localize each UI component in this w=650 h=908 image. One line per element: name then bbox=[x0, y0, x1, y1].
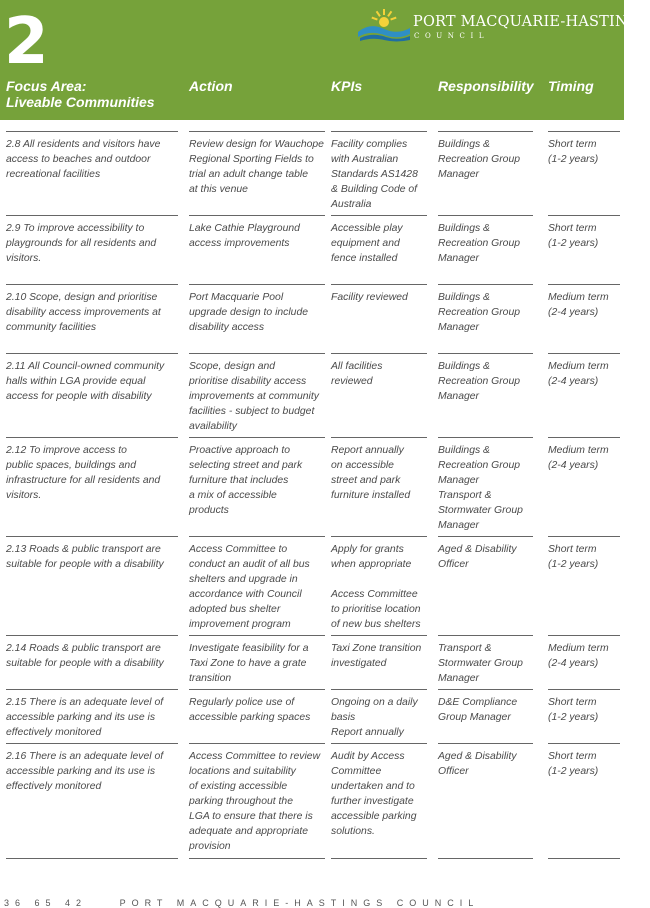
cell-focus bbox=[6, 290, 178, 335]
row-divider bbox=[331, 536, 427, 537]
cell-line: Recreation Group bbox=[438, 460, 521, 471]
cell-line: access for people with disability bbox=[6, 391, 152, 402]
cell-line: disability access improvements at bbox=[6, 307, 161, 318]
cell-line: (1-2 years) bbox=[548, 766, 599, 777]
cell-line: Facility complies bbox=[331, 139, 408, 150]
cell-timing bbox=[548, 695, 620, 725]
cell-line: Buildings & bbox=[438, 445, 490, 456]
cell-line: Ongoing on a daily bbox=[331, 697, 418, 708]
cell-line: accessible parking bbox=[331, 811, 417, 822]
cell-responsibility bbox=[438, 290, 533, 335]
row-divider bbox=[548, 353, 620, 354]
cell-focus bbox=[6, 443, 178, 503]
cell-line: improvement program bbox=[189, 619, 291, 630]
cell-line: shelters and upgrade in bbox=[189, 574, 298, 585]
cell-line: (2-4 years) bbox=[548, 307, 599, 318]
cell-action bbox=[189, 542, 325, 632]
cell-timing bbox=[548, 290, 620, 320]
cell-line: with Australian bbox=[331, 154, 399, 165]
cell-line: Manager bbox=[438, 169, 480, 180]
cell-line: infrastructure for all residents and bbox=[6, 475, 161, 486]
row-divider bbox=[438, 131, 533, 132]
cell-action bbox=[189, 221, 325, 251]
cell-line: visitors. bbox=[6, 490, 42, 501]
row-divider bbox=[438, 353, 533, 354]
row-divider bbox=[331, 215, 427, 216]
cell-line: reviewed bbox=[331, 376, 373, 387]
cell-line: Taxi Zone to have a grate bbox=[189, 658, 307, 669]
cell-focus bbox=[6, 137, 178, 182]
cell-line: selecting street and park bbox=[189, 460, 303, 471]
row-divider bbox=[6, 743, 178, 744]
cell-line: Committee bbox=[331, 766, 382, 777]
cell-line: Medium term bbox=[548, 643, 609, 654]
row-divider bbox=[189, 536, 325, 537]
cell-line: of existing accessible bbox=[189, 781, 288, 792]
cell-line: furniture that includes bbox=[189, 475, 289, 486]
cell-line: undertaken and to bbox=[331, 781, 415, 792]
logo-sub: COUNCIL bbox=[414, 32, 490, 40]
cell-focus bbox=[6, 221, 178, 266]
cell-focus bbox=[6, 359, 178, 404]
table-bottom-rule bbox=[438, 858, 533, 859]
cell-action bbox=[189, 641, 325, 686]
cell-line: at this venue bbox=[189, 184, 248, 195]
cell-line: 2.10 Scope, design and prioritise bbox=[6, 292, 158, 303]
column-header-focus-line1: Focus Area: bbox=[6, 78, 87, 94]
row-divider bbox=[438, 215, 533, 216]
cell-action bbox=[189, 290, 325, 335]
sunrise-logo-icon bbox=[356, 8, 412, 42]
cell-line: Recreation Group bbox=[438, 154, 521, 165]
cell-focus bbox=[6, 542, 178, 572]
footer-org-name: PORT MACQUARIE-HASTINGS COUNCIL bbox=[119, 898, 480, 908]
cell-action bbox=[189, 695, 325, 725]
cell-line: D&E Compliance bbox=[438, 697, 518, 708]
cell-responsibility bbox=[438, 749, 533, 779]
cell-line: accessible parking spaces bbox=[189, 712, 311, 723]
cell-timing bbox=[548, 641, 620, 671]
row-divider bbox=[548, 635, 620, 636]
cell-line: Manager bbox=[438, 322, 480, 333]
row-divider bbox=[6, 689, 178, 690]
cell-kpis bbox=[331, 695, 427, 740]
row-divider bbox=[548, 284, 620, 285]
cell-line: Medium term bbox=[548, 361, 609, 372]
cell-line: Proactive approach to bbox=[189, 445, 291, 456]
cell-line: Short term bbox=[548, 751, 597, 762]
row-divider bbox=[6, 536, 178, 537]
cell-timing bbox=[548, 359, 620, 389]
cell-line: playgrounds for all residents and bbox=[6, 238, 157, 249]
cell-line: further investigate bbox=[331, 796, 414, 807]
cell-line: Aged & Disability bbox=[438, 544, 517, 555]
cell-line: Access Committee to review bbox=[189, 751, 321, 762]
cell-line: Port Macquarie Pool bbox=[189, 292, 284, 303]
cell-line: transition bbox=[189, 673, 232, 684]
cell-line: Stormwater Group bbox=[438, 658, 523, 669]
row-divider bbox=[548, 536, 620, 537]
cell-line: public spaces, buildings and bbox=[6, 460, 136, 471]
cell-line: conduct an audit of all bus bbox=[189, 559, 310, 570]
cell-kpis bbox=[331, 443, 427, 503]
row-divider bbox=[438, 437, 533, 438]
cell-line: access to beaches and outdoor bbox=[6, 154, 151, 165]
row-divider bbox=[331, 689, 427, 690]
cell-responsibility bbox=[438, 221, 533, 266]
cell-line: (1-2 years) bbox=[548, 238, 599, 249]
cell-line: suitable for people with a disability bbox=[6, 559, 164, 570]
cell-responsibility bbox=[438, 443, 533, 533]
cell-line: Officer bbox=[438, 766, 469, 777]
cell-line: Regional Sporting Fields to bbox=[189, 154, 314, 165]
cell-line: LGA to ensure that there is bbox=[189, 811, 313, 822]
column-header-timing: Timing bbox=[548, 78, 594, 94]
cell-line: Australia bbox=[331, 199, 372, 210]
cell-line: Group Manager bbox=[438, 712, 511, 723]
cell-line: provision bbox=[189, 841, 231, 852]
cell-kpis bbox=[331, 137, 427, 212]
cell-line: Recreation Group bbox=[438, 238, 521, 249]
cell-line: Accessible play bbox=[331, 223, 403, 234]
cell-responsibility bbox=[438, 641, 533, 686]
cell-line: accordance with Council bbox=[189, 589, 302, 600]
column-header-focus bbox=[6, 78, 155, 110]
cell-line: 2.12 To improve access to bbox=[6, 445, 127, 456]
cell-line: Investigate feasibility for a bbox=[189, 643, 309, 654]
cell-line: facilities - subject to budget bbox=[189, 406, 315, 417]
cell-line: Buildings & bbox=[438, 361, 490, 372]
cell-line: products bbox=[189, 505, 229, 516]
cell-line: All facilities bbox=[331, 361, 383, 372]
cell-line: investigated bbox=[331, 658, 387, 669]
table-bottom-rule bbox=[548, 858, 620, 859]
logo-name: PORT MACQUARIE-HASTINGS bbox=[413, 14, 650, 30]
row-divider bbox=[6, 353, 178, 354]
cell-line: Medium term bbox=[548, 445, 609, 456]
column-header-responsibility: Responsibility bbox=[438, 78, 534, 94]
cell-action bbox=[189, 359, 325, 434]
row-divider bbox=[548, 215, 620, 216]
column-header-kpis: KPIs bbox=[331, 78, 363, 94]
cell-kpis bbox=[331, 542, 427, 632]
cell-line: Aged & Disability bbox=[438, 751, 517, 762]
cell-line: Buildings & bbox=[438, 223, 490, 234]
cell-line: disability access bbox=[189, 322, 265, 333]
cell-line: prioritise disability access bbox=[189, 376, 307, 387]
row-divider bbox=[438, 689, 533, 690]
row-divider bbox=[6, 131, 178, 132]
cell-kpis bbox=[331, 641, 427, 671]
cell-line: equipment and bbox=[331, 238, 400, 249]
cell-kpis bbox=[331, 749, 427, 839]
cell-line: furniture installed bbox=[331, 490, 411, 501]
cell-line: Stormwater Group bbox=[438, 505, 523, 516]
cell-line: Manager bbox=[438, 673, 480, 684]
cell-line: (2-4 years) bbox=[548, 658, 599, 669]
row-divider bbox=[6, 215, 178, 216]
cell-line: adequate and appropriate bbox=[189, 826, 309, 837]
cell-line: Transport & bbox=[438, 643, 492, 654]
cell-line: Medium term bbox=[548, 292, 609, 303]
row-divider bbox=[189, 635, 325, 636]
cell-line: upgrade design to include bbox=[189, 307, 309, 318]
cell-line: Short term bbox=[548, 139, 597, 150]
cell-line: Recreation Group bbox=[438, 307, 521, 318]
row-divider bbox=[548, 131, 620, 132]
cell-line: Manager bbox=[438, 475, 480, 486]
row-divider bbox=[438, 284, 533, 285]
row-divider bbox=[6, 635, 178, 636]
cell-responsibility bbox=[438, 542, 533, 572]
row-divider bbox=[189, 353, 325, 354]
cell-line: a mix of accessible bbox=[189, 490, 277, 501]
cell-line: Taxi Zone transition bbox=[331, 643, 422, 654]
cell-responsibility bbox=[438, 695, 533, 725]
cell-line: accessible parking and its use is bbox=[6, 712, 156, 723]
cell-line: Buildings & bbox=[438, 139, 490, 150]
column-header-focus-line2: Liveable Communities bbox=[6, 94, 155, 110]
cell-focus bbox=[6, 695, 178, 740]
cell-line: Facility reviewed bbox=[331, 292, 408, 303]
cell-timing bbox=[548, 542, 620, 572]
cell-timing bbox=[548, 221, 620, 251]
row-divider bbox=[189, 131, 325, 132]
cell-line: Apply for grants bbox=[331, 544, 404, 555]
cell-line: Transport & bbox=[438, 490, 492, 501]
cell-line: of new bus shelters bbox=[331, 619, 421, 630]
cell-line: 2.16 There is an adequate level of bbox=[6, 751, 164, 762]
cell-line: Recreation Group bbox=[438, 376, 521, 387]
cell-line: effectively monitored bbox=[6, 781, 102, 792]
column-header-action: Action bbox=[189, 78, 233, 94]
row-divider bbox=[189, 437, 325, 438]
cell-line: Access Committee bbox=[331, 589, 418, 600]
cell-line: to prioritise location bbox=[331, 604, 421, 615]
cell-line: locations and suitability bbox=[189, 766, 296, 777]
cell-line: effectively monitored bbox=[6, 727, 102, 738]
cell-line: accessible parking and its use is bbox=[6, 766, 156, 777]
cell-line: Lake Cathie Playground bbox=[189, 223, 300, 234]
row-divider bbox=[6, 284, 178, 285]
cell-line: Report annually bbox=[331, 445, 404, 456]
cell-line: Manager bbox=[438, 520, 480, 531]
cell-line: (2-4 years) bbox=[548, 376, 599, 387]
cell-line: 2.9 To improve accessibility to bbox=[6, 223, 145, 234]
cell-responsibility bbox=[438, 137, 533, 182]
cell-line bbox=[331, 572, 427, 587]
cell-line: Review design for Wauchope bbox=[189, 139, 324, 150]
cell-line: 2.13 Roads & public transport are bbox=[6, 544, 161, 555]
cell-line: on accessible bbox=[331, 460, 394, 471]
cell-line: solutions. bbox=[331, 826, 375, 837]
row-divider bbox=[189, 743, 325, 744]
cell-action bbox=[189, 749, 325, 854]
cell-line: Report annually bbox=[331, 727, 404, 738]
cell-line: Regularly police use of bbox=[189, 697, 295, 708]
cell-line: (1-2 years) bbox=[548, 154, 599, 165]
cell-timing bbox=[548, 443, 620, 473]
cell-line: access improvements bbox=[189, 238, 290, 249]
cell-line: Short term bbox=[548, 223, 597, 234]
cell-line: (2-4 years) bbox=[548, 460, 599, 471]
row-divider bbox=[189, 284, 325, 285]
cell-timing bbox=[548, 749, 620, 779]
row-divider bbox=[548, 689, 620, 690]
cell-kpis bbox=[331, 221, 427, 266]
row-divider bbox=[331, 635, 427, 636]
cell-line: 2.14 Roads & public transport are bbox=[6, 643, 161, 654]
cell-line: 2.11 All Council-owned community bbox=[6, 361, 165, 372]
cell-line: recreational facilities bbox=[6, 169, 101, 180]
cell-kpis bbox=[331, 359, 427, 389]
cell-line: Scope, design and bbox=[189, 361, 276, 372]
cell-line: street and park bbox=[331, 475, 401, 486]
page-footer bbox=[4, 898, 479, 908]
cell-focus bbox=[6, 749, 178, 794]
row-divider bbox=[548, 743, 620, 744]
section-number: 2 bbox=[4, 5, 47, 79]
cell-line: 2.8 All residents and visitors have bbox=[6, 139, 161, 150]
council-logo bbox=[356, 8, 650, 48]
section-header bbox=[0, 0, 650, 120]
cell-line: fence installed bbox=[331, 253, 398, 264]
table-bottom-rule bbox=[331, 858, 427, 859]
cell-line: halls within LGA provide equal bbox=[6, 376, 146, 387]
footer-page-number: 36 65 42 bbox=[4, 898, 88, 908]
cell-timing bbox=[548, 137, 620, 167]
cell-line: visitors. bbox=[6, 253, 42, 264]
cell-line: parking throughout the bbox=[189, 796, 293, 807]
cell-kpis bbox=[331, 290, 427, 305]
cell-line: (1-2 years) bbox=[548, 559, 599, 570]
row-divider bbox=[438, 635, 533, 636]
row-divider bbox=[548, 437, 620, 438]
cell-action bbox=[189, 137, 325, 197]
row-divider bbox=[331, 284, 427, 285]
row-divider bbox=[331, 743, 427, 744]
row-divider bbox=[189, 215, 325, 216]
cell-line: Standards AS1428 bbox=[331, 169, 418, 180]
cell-line: suitable for people with a disability bbox=[6, 658, 164, 669]
row-divider bbox=[438, 536, 533, 537]
cell-line: Short term bbox=[548, 697, 597, 708]
cell-line: Audit by Access bbox=[331, 751, 405, 762]
cell-line: Officer bbox=[438, 559, 469, 570]
cell-line: community facilities bbox=[6, 322, 97, 333]
cell-line: availability bbox=[189, 421, 237, 432]
cell-line: (1-2 years) bbox=[548, 712, 599, 723]
cell-action bbox=[189, 443, 325, 518]
cell-focus bbox=[6, 641, 178, 671]
cell-line: Access Committee to bbox=[189, 544, 288, 555]
cell-line: 2.15 There is an adequate level of bbox=[6, 697, 164, 708]
row-divider bbox=[6, 437, 178, 438]
table-bottom-rule bbox=[189, 858, 325, 859]
cell-line: when appropriate bbox=[331, 559, 412, 570]
row-divider bbox=[438, 743, 533, 744]
cell-line: trial an adult change table bbox=[189, 169, 309, 180]
cell-line: Manager bbox=[438, 253, 480, 264]
table-bottom-rule bbox=[6, 858, 178, 859]
cell-line: basis bbox=[331, 712, 356, 723]
row-divider bbox=[189, 689, 325, 690]
row-divider bbox=[331, 353, 427, 354]
row-divider bbox=[331, 437, 427, 438]
cell-line: improvements at community bbox=[189, 391, 319, 402]
cell-line: Manager bbox=[438, 391, 480, 402]
cell-line: Buildings & bbox=[438, 292, 490, 303]
cell-line: & Building Code of bbox=[331, 184, 418, 195]
cell-line: adopted bus shelter bbox=[189, 604, 281, 615]
row-divider bbox=[331, 131, 427, 132]
cell-responsibility bbox=[438, 359, 533, 404]
cell-line: Short term bbox=[548, 544, 597, 555]
